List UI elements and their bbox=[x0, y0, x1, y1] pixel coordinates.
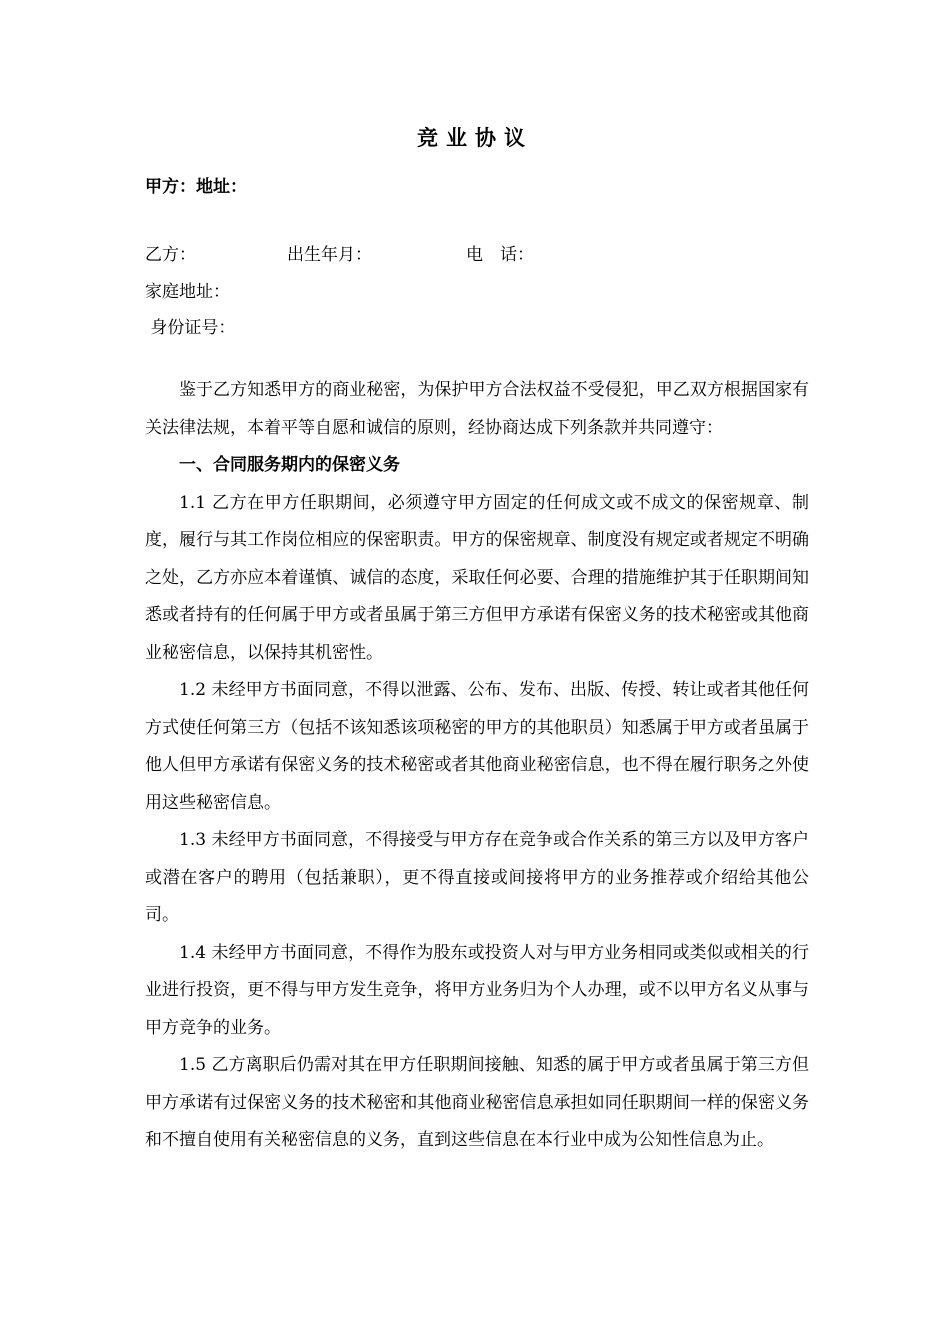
party-b-id-label: 身份证号： bbox=[145, 318, 236, 338]
party-b-birth-label: 出生年月： bbox=[287, 245, 372, 265]
section-heading: 一、合同服务期内的保密义务 bbox=[179, 455, 400, 475]
clause-paragraph: 1.1 乙方在甲方任职期间，必须遵守甲方固定的任何成文或不成文的保密规章、制度，履行与其工作岗位相应的保密职责。甲方的保密规章、制度没有规定或者规定不明确之处，乙方亦应本着谨慎、诚信的态度，采取任何必要、合理的措施维护其于任职期间知悉或者持有的任何属于甲方或者虽属于第三方但甲方承诺有保密义务的技术秘密或其他商业秘密信息，以保持其机密性。 bbox=[145, 492, 809, 663]
party-b-phone-label: 电 话： bbox=[466, 245, 534, 265]
agreement-body bbox=[145, 372, 809, 1160]
document-title: 竞业协议 bbox=[417, 126, 533, 150]
clause-paragraph: 1.4 未经甲方书面同意，不得作为股东或投资人对与甲方业务相同或类似或相关的行业进行投资，更不得与甲方发生竞争，将甲方业务归为个人办理，或不以甲方名义从事与甲方竞争的业务。 bbox=[145, 942, 809, 1038]
clause-paragraph: 1.5 乙方离职后仍需对其在甲方任职期间接触、知悉的属于甲方或者虽属于第三方但甲方承诺有过保密义务的技术秘密和其他商业秘密信息承担如同任职期间一样的保密义务和不擅自使用有关秘密信息的义务，直到这些信息在本行业中成为公知性信息为止。 bbox=[145, 1055, 809, 1150]
clause-paragraph: 1.3 未经甲方书面同意，不得接受与甲方存在竞争或合作关系的第三方以及甲方客户或潜在客户的聘用（包括兼职），更不得直接或间接将甲方的业务推荐或介绍给其他公司。 bbox=[145, 830, 809, 925]
clause-paragraph: 1.2 未经甲方书面同意，不得以泄露、公布、发布、出版、传授、转让或者其他任何方式使任何第三方（包括不该知悉该项秘密的甲方的其他职员）知悉属于甲方或者虽属于他人但甲方承诺有保密义务的技术秘密或者其他商业秘密信息，也不得在履行职务之外使用这些秘密信息。 bbox=[145, 680, 809, 813]
preamble-paragraph: 鉴于乙方知悉甲方的商业秘密，为保护甲方合法权益不受侵犯，甲乙双方根据国家有关法律法规，本着平等自愿和诚信的原则，经协商达成下列条款并共同遵守： bbox=[145, 380, 809, 438]
party-a-line: 甲方：地址： bbox=[145, 177, 247, 197]
party-b-name-label: 乙方： bbox=[145, 245, 196, 265]
party-b-address-label: 家庭地址： bbox=[145, 282, 230, 302]
